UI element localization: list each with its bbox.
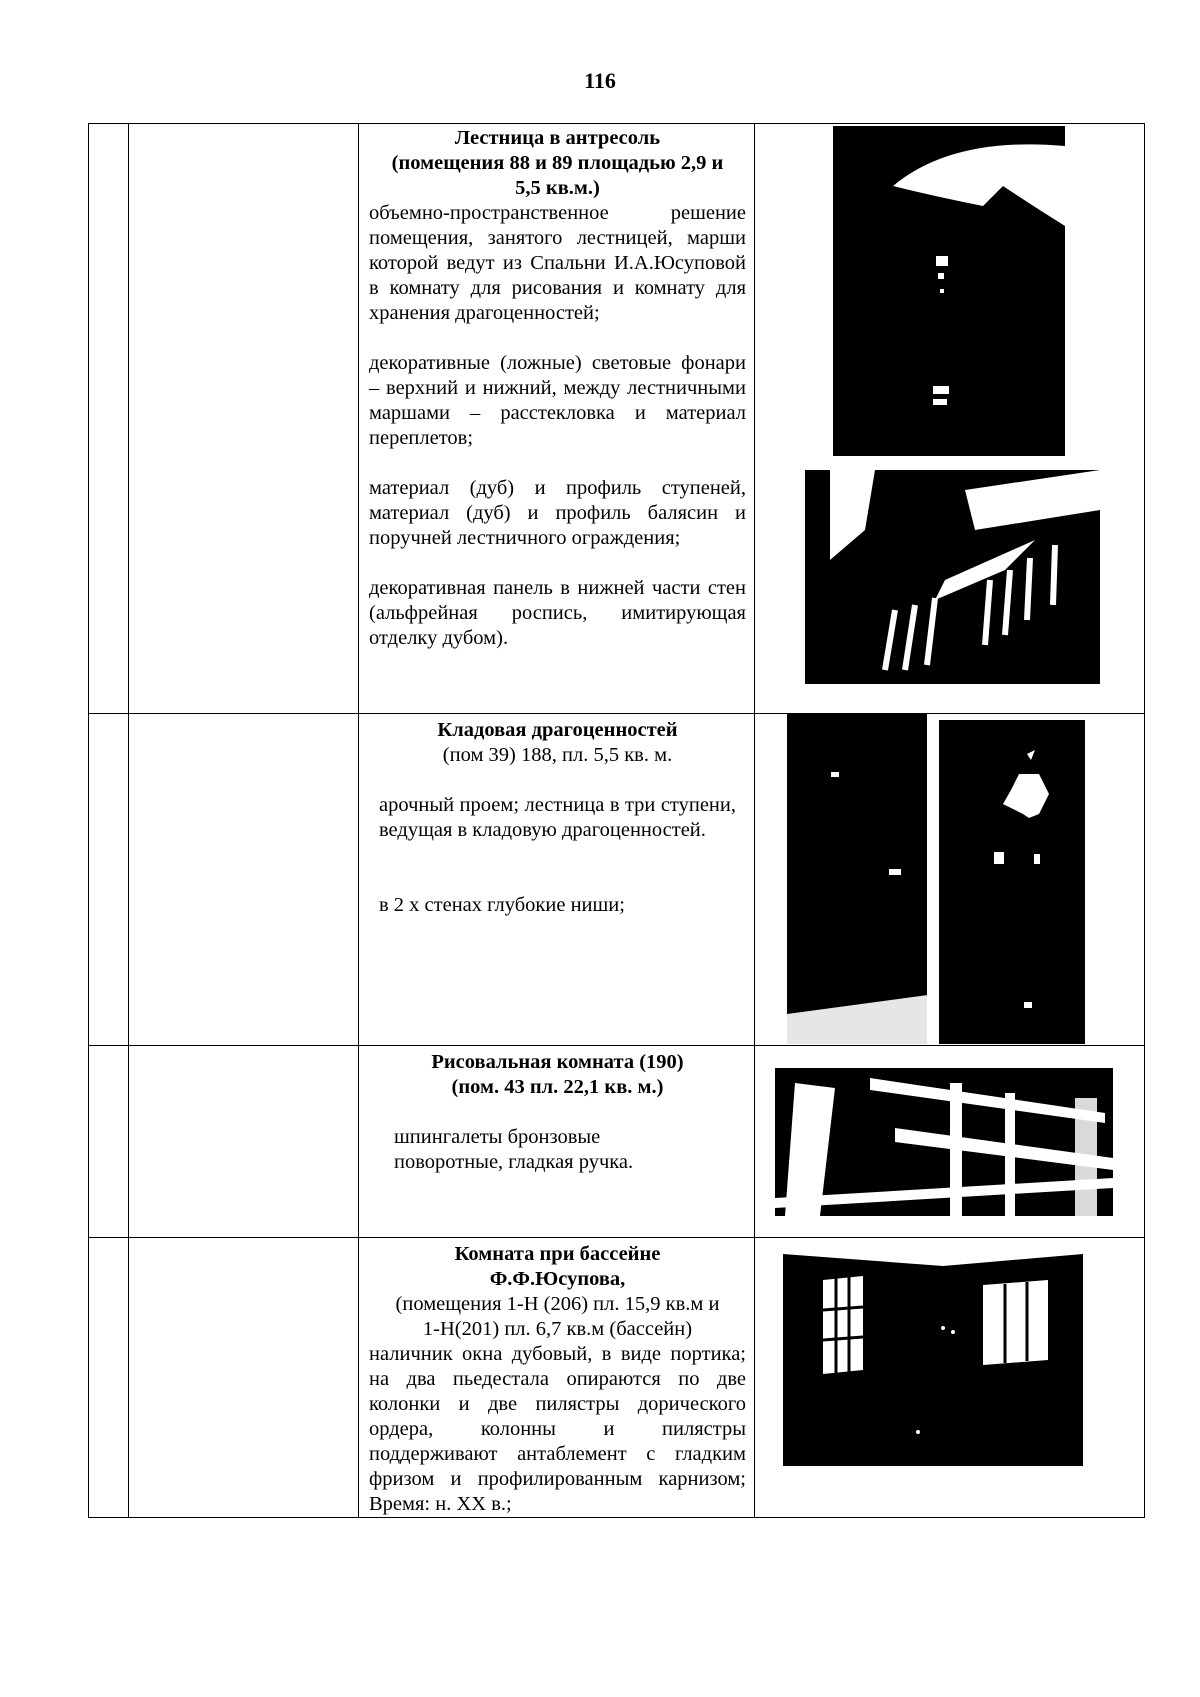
staircase-railing-photo xyxy=(805,470,1100,684)
number-cell xyxy=(89,1046,129,1238)
description-cell xyxy=(359,124,755,714)
section-title: Комната при бассейне xyxy=(454,1243,661,1265)
photo-cell xyxy=(755,1046,1145,1238)
description-cell xyxy=(359,714,755,1046)
table-row xyxy=(89,714,1145,1046)
section-title: (помещения 88 и 89 площадью 2,9 и xyxy=(391,152,724,174)
section-title: Рисовальная комната (190) xyxy=(431,1051,684,1073)
number-cell xyxy=(89,714,129,1046)
section-subtitle: (помещения 1-Н (206) пл. 15,9 кв.м и xyxy=(395,1293,720,1315)
paragraph: материал (дуб) и профиль ступеней, материал (дуб) и профиль балясин и поручней лестничного ограждения; xyxy=(369,477,746,549)
name-cell xyxy=(129,714,359,1046)
section-title: 5,5 кв.м.) xyxy=(515,177,600,199)
page-number: 116 xyxy=(584,68,616,93)
table-row xyxy=(89,1238,1145,1518)
section-title: Лестница в антресоль xyxy=(454,127,661,149)
arch-opening-photo xyxy=(787,714,935,1044)
section-title: Кладовая драгоценностей xyxy=(437,719,678,741)
paragraph: декоративные (ложные) световые фонари – верхний и нижний, между лестничными маршами – расстекловка и материал переплетов; xyxy=(369,352,746,449)
paragraph: в 2 х стенах глубокие ниши; xyxy=(379,894,625,916)
paragraph: арочный проем; лестница в три ступени, ведущая в кладовую драгоценностей. xyxy=(379,794,736,841)
name-cell xyxy=(129,1046,359,1238)
table-row xyxy=(89,1046,1145,1238)
photo-cell xyxy=(755,714,1145,1046)
number-cell xyxy=(89,1238,129,1518)
vault-niche-photo xyxy=(939,714,1085,1044)
number-cell xyxy=(89,124,129,714)
photo-cell xyxy=(755,1238,1145,1518)
staircase-skylight-photo xyxy=(833,126,1065,456)
window-espagnolette-photo xyxy=(775,1068,1113,1216)
register-table xyxy=(88,123,1145,1518)
paragraph: объемно-пространственное решение помещения, занятого лестницей, марши которой ведут из Спальни И.А.Юсуповой в комнату для рисования и комнату для хранения драгоценностей; xyxy=(369,202,746,324)
section-subtitle: (пом 39) 188, пл. 5,5 кв. м. xyxy=(442,744,673,766)
section-subtitle: 1-Н(201) пл. 6,7 кв.м (бассейн) xyxy=(422,1318,693,1340)
description-cell xyxy=(359,1046,755,1238)
section-title: (пом. 43 пл. 22,1 кв. м.) xyxy=(451,1076,664,1098)
name-cell xyxy=(129,1238,359,1518)
table-row xyxy=(89,124,1145,714)
paragraph: шпингалеты бронзовые поворотные, гладкая ручка. xyxy=(394,1126,634,1173)
pool-room-photo xyxy=(783,1240,1083,1466)
photo-cell xyxy=(755,124,1145,714)
section-title: Ф.Ф.Юсупова, xyxy=(489,1268,626,1290)
paragraph: наличник окна дубовый, в виде портика; на два пьедестала опираются по две колонки и две пилястры дорического ордера, колонны и пилястры поддерживают антаблемент с гладким фризом и профилированным карнизом; Время: н. XX в.; xyxy=(369,1343,746,1515)
paragraph: декоративная панель в нижней части стен (альфрейная роспись, имитирующая отделку дубом). xyxy=(369,577,746,649)
name-cell xyxy=(129,124,359,714)
description-cell xyxy=(359,1238,755,1518)
